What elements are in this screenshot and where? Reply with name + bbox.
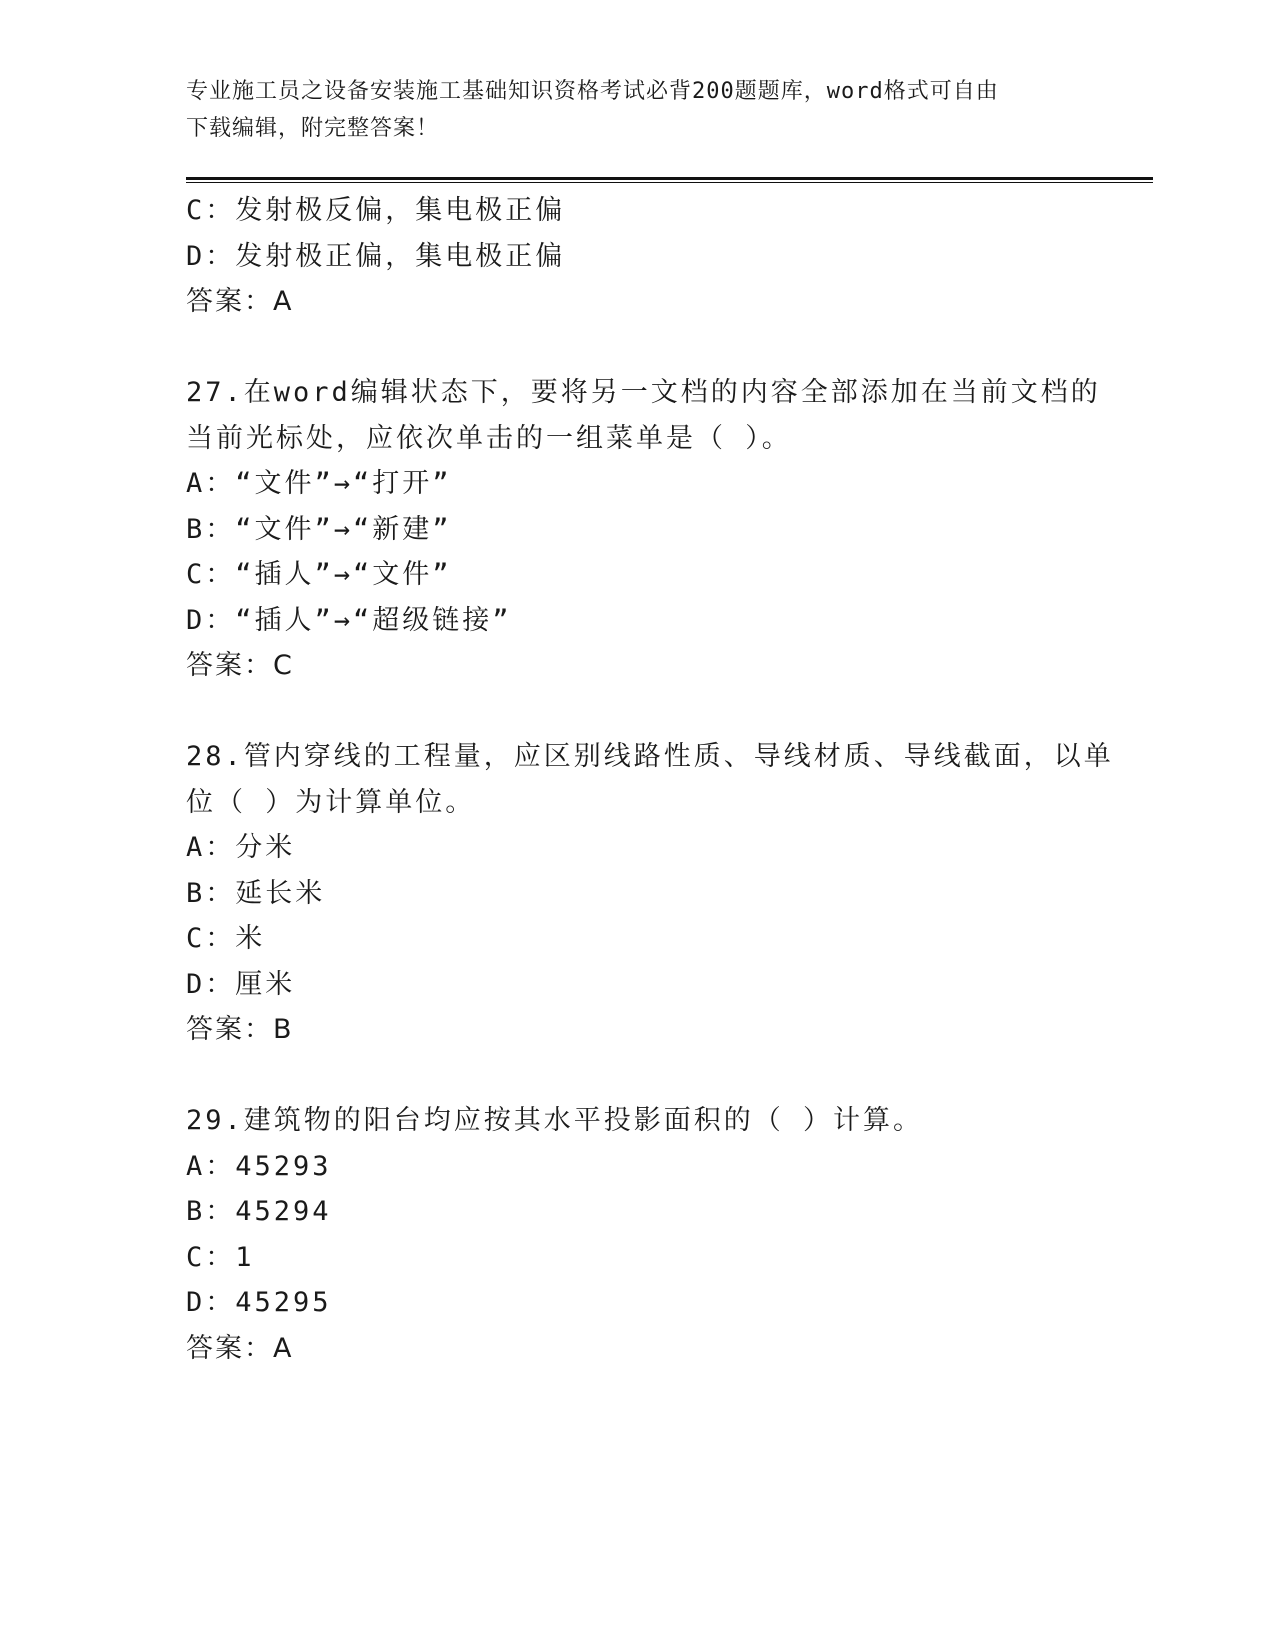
- header-divider-thick: [186, 177, 1153, 180]
- option-d: D：厘米: [186, 968, 296, 1000]
- question-stem-line-2: 位（ ）为计算单位。: [186, 786, 476, 818]
- question-28: [186, 734, 1146, 1053]
- option-d: D：45295: [186, 1287, 332, 1318]
- option-a: A：分米: [186, 832, 296, 863]
- option-c: C：1: [186, 1241, 255, 1273]
- option-a: A：45293: [186, 1150, 332, 1182]
- option-d: D：发射极正偏，集电极正偏: [186, 240, 566, 272]
- option-c: C：发射极反偏，集电极正偏: [186, 195, 566, 226]
- answer-line: 答案：A: [186, 286, 294, 317]
- option-b: B：延长米: [186, 877, 326, 909]
- header-line-1: 专业施工员之设备安装施工基础知识资格考试必背200题题库，word格式可自由: [186, 79, 999, 104]
- option-a: A：“文件”→“打开”: [186, 468, 452, 499]
- spacer: [186, 325, 1146, 371]
- option-d: D：“插人”→“超级链接”: [186, 604, 512, 636]
- question-list: [186, 188, 1146, 1371]
- header-divider-thin: [186, 182, 1153, 183]
- spacer: [186, 689, 1146, 735]
- question-stem-line-1: 27.在word编辑状态下，要将另一文档的内容全部添加在当前文档的: [186, 377, 1101, 408]
- question-29: [186, 1098, 1146, 1371]
- answer-line: 答案：B: [186, 1014, 294, 1045]
- question-27: [186, 370, 1146, 689]
- header-line-2: 下载编辑，附完整答案！: [186, 116, 440, 141]
- option-c: C：米: [186, 923, 266, 954]
- question-stem-line-1: 28.管内穿线的工程量，应区别线路性质、导线材质、导线截面，以单: [186, 741, 1114, 772]
- question-26-tail: [186, 188, 1146, 325]
- option-b: B：“文件”→“新建”: [186, 513, 452, 545]
- option-c: C：“插人”→“文件”: [186, 559, 452, 590]
- question-stem-line-2: 当前光标处，应依次单击的一组菜单是（ ）。: [186, 422, 792, 454]
- spacer: [186, 1053, 1146, 1099]
- answer-line: 答案：A: [186, 1332, 294, 1364]
- question-stem-line-1: 29.建筑物的阳台均应按其水平投影面积的（ ）计算。: [186, 1105, 924, 1136]
- option-b: B：45294: [186, 1196, 332, 1227]
- document-header: [186, 73, 1086, 147]
- answer-line: 答案：C: [186, 650, 294, 681]
